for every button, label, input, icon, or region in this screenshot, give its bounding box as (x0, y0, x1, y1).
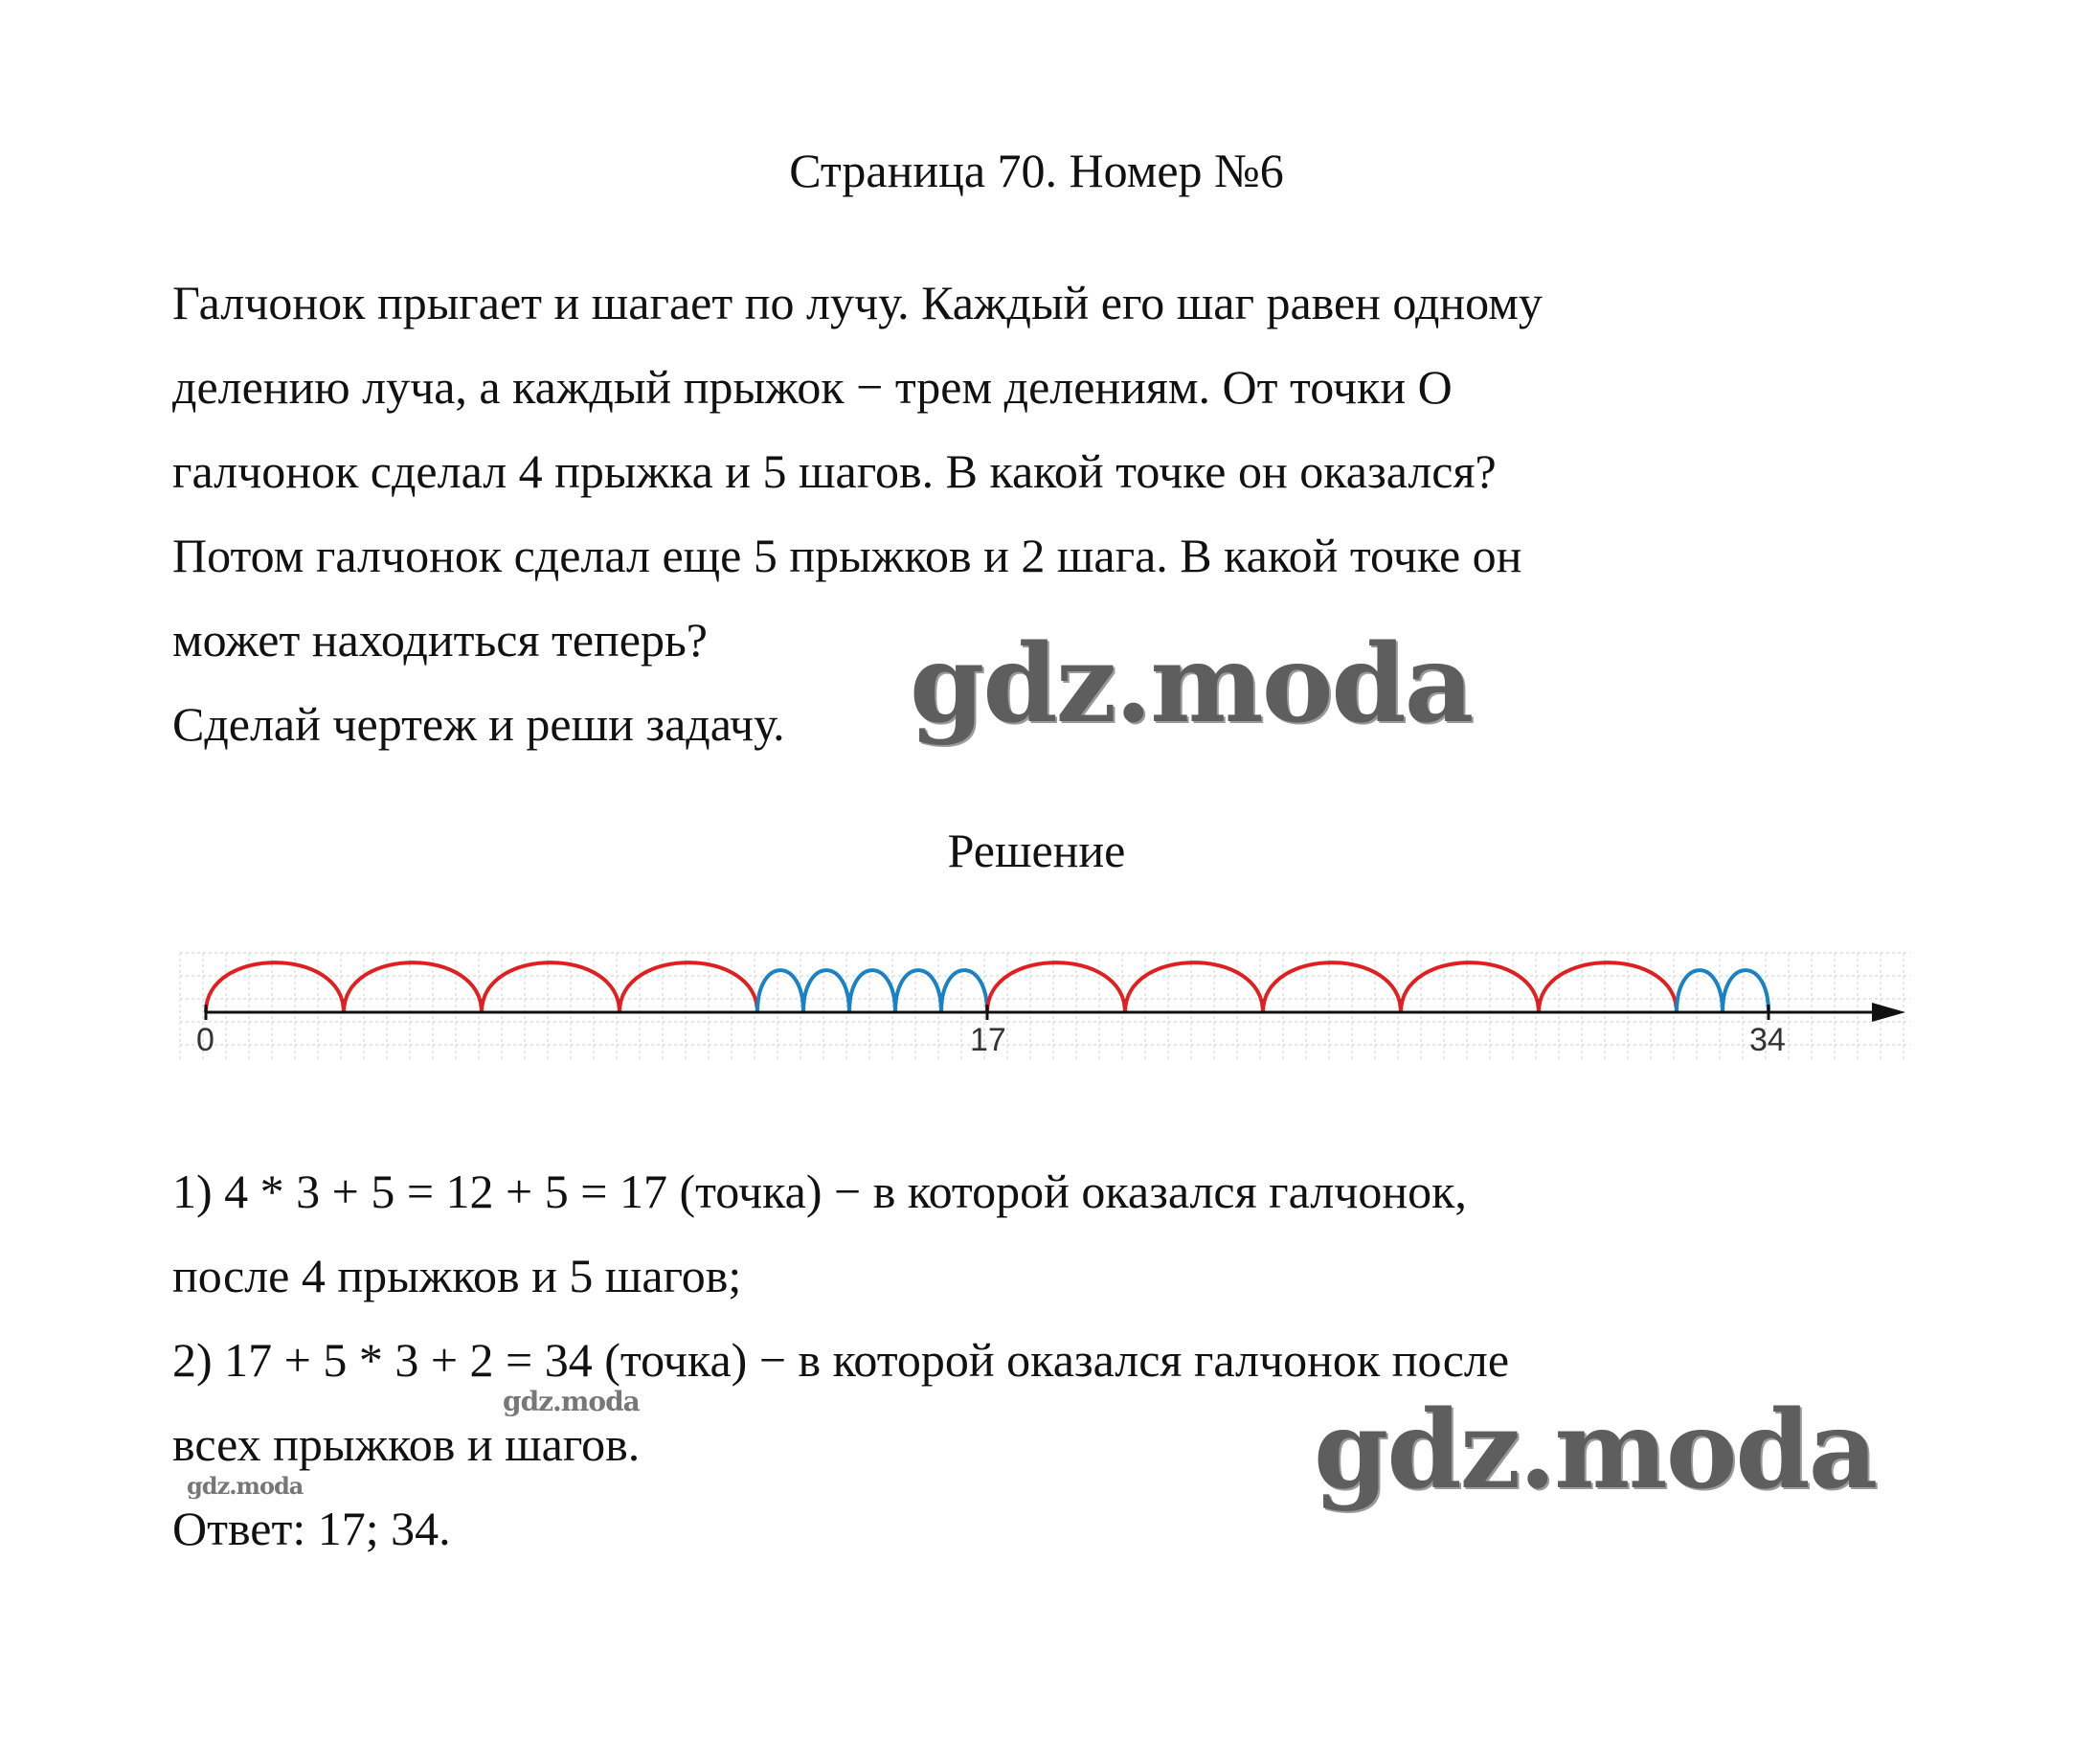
step-arc (941, 970, 987, 1012)
tick-label-start: 0 (196, 1022, 214, 1058)
problem-line: делению луча, а каждый прыжок − трем делениям. От точки О (172, 360, 1453, 414)
solution-line: после 4 прыжков и 5 шагов; (172, 1249, 742, 1302)
watermark: gdz.moda (1314, 1388, 1877, 1513)
problem-line: Потом галчонок сделал еще 5 прыжков и 2 шага. В какой точке он (172, 529, 1522, 582)
page-title: Страница 70. Номер №6 (789, 144, 1284, 197)
step-arc (757, 970, 803, 1012)
grid-background (180, 953, 1910, 1060)
step-arc (895, 970, 941, 1012)
jump-arc (344, 962, 482, 1012)
jump-arc (1539, 962, 1677, 1012)
solution-line: 1) 4 * 3 + 5 = 12 + 5 = 17 (точка) − в которой оказался галчонок, (172, 1165, 1467, 1218)
step-arc (1677, 970, 1723, 1012)
jump-arc (620, 962, 757, 1012)
tick-label-end: 34 (1749, 1022, 1786, 1058)
tick-label-middle: 17 (970, 1022, 1006, 1058)
problem-line: Сделай чертеж и реши задачу. (172, 697, 785, 751)
watermark: gdz.moda (910, 622, 1473, 747)
step-arc (1723, 970, 1769, 1012)
problem-line: Галчонок прыгает и шагает по лучу. Каждый его шаг равен одному (172, 276, 1543, 329)
watermark: gdz.moda (503, 1386, 640, 1417)
step-arc (803, 970, 849, 1012)
jump-arc (1263, 962, 1401, 1012)
jump-arc (482, 962, 620, 1012)
solution-line: 2) 17 + 5 * 3 + 2 = 34 (точка) − в которой оказался галчонок после (172, 1333, 1510, 1387)
step-arc (849, 970, 895, 1012)
answer-line: Ответ: 17; 34. (172, 1502, 451, 1555)
watermark: gdz.moda (187, 1472, 304, 1500)
jump-arc (1125, 962, 1263, 1012)
solution-heading: Решение (947, 824, 1126, 877)
problem-line: галчонок сделал 4 прыжка и 5 шагов. В какой точке он оказался? (172, 444, 1497, 498)
solution-line: всех прыжков и шагов. (172, 1417, 641, 1471)
jump-arc (206, 962, 344, 1012)
jump-arc (1401, 962, 1539, 1012)
jump-arc (987, 962, 1125, 1012)
problem-line: может находиться теперь? (172, 613, 708, 667)
ray-arrowhead (1872, 1003, 1905, 1022)
